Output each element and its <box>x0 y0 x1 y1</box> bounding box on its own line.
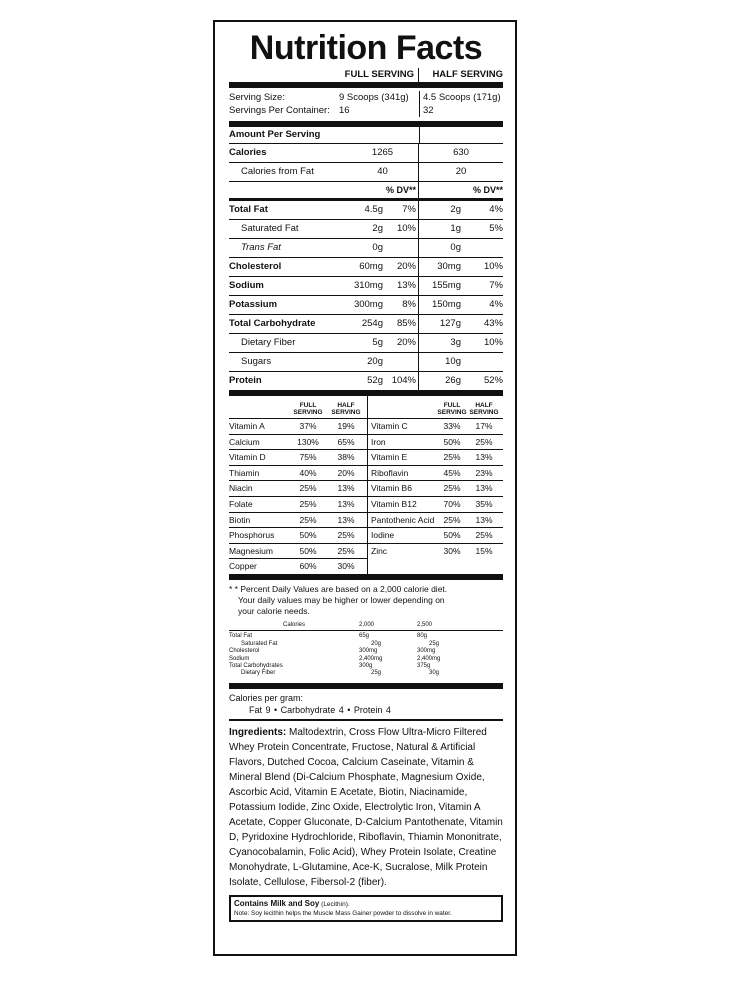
vitamin-row <box>368 512 503 528</box>
vitamin-half: 15% <box>475 545 493 556</box>
allergen-box <box>229 895 503 922</box>
vitamin-row <box>368 527 503 543</box>
nutrient-name: Potassium <box>229 299 278 310</box>
nutrient-full-dv: 85% <box>383 315 419 333</box>
nutrient-full-dv: 13% <box>383 277 419 295</box>
vitamin-half: 13% <box>475 452 493 463</box>
calories-per-gram-label: Calories per gram: <box>229 692 304 703</box>
vitamin-column-right <box>368 396 503 574</box>
nutrient-half-dv: 4% <box>489 299 503 310</box>
dv-table-head-2500: 2,500 <box>417 621 433 628</box>
vitamin-full: 25% <box>299 498 317 509</box>
vitamin-full: 45% <box>443 467 461 478</box>
dv-table-row <box>229 670 503 677</box>
dv-table-name: Sodium <box>229 655 250 662</box>
allergen-suffix: (Lecithin). <box>319 900 350 908</box>
vitamin-full: 40% <box>299 467 317 478</box>
vitamin-head-full: FULL SERVING <box>293 402 323 416</box>
dv-table-name: Total Carbohydrates <box>229 662 283 669</box>
dv-table-head <box>229 622 503 631</box>
vitamin-full: 30% <box>443 545 461 556</box>
vitamin-full: 60% <box>299 561 317 572</box>
vitamin-row <box>229 418 367 434</box>
calories-full: 1265 <box>347 144 419 162</box>
ingredients-label: Ingredients: <box>229 726 287 738</box>
nutrient-name: Protein <box>229 375 262 386</box>
nutrient-name: Cholesterol <box>229 261 282 272</box>
vitamin-row <box>229 496 367 512</box>
vitamin-table <box>229 390 503 574</box>
vitamin-half: 25% <box>337 545 355 556</box>
vitamin-row <box>368 480 503 496</box>
nutrient-full-dv: 104% <box>383 372 419 390</box>
nutrient-row <box>229 276 503 295</box>
dv-table-name: Cholesterol <box>229 648 260 655</box>
amount-per-serving: Amount Per Serving <box>229 127 420 143</box>
nutrient-half: 26g <box>445 375 461 386</box>
servings-per-container-full: 16 <box>339 104 420 117</box>
vitamin-full: 50% <box>299 545 317 556</box>
nutrient-full: 52g <box>367 375 383 386</box>
dv-table-2000: 65g <box>359 633 370 640</box>
vitamin-name: Copper <box>229 561 257 572</box>
vitamin-name: Magnesium <box>229 545 273 556</box>
daily-value-table <box>229 622 503 678</box>
vitamin-row <box>368 434 503 450</box>
vitamin-half: 13% <box>337 514 355 525</box>
nutrient-half-dv: 5% <box>489 223 503 234</box>
nutrient-name: Sugars <box>241 356 272 367</box>
vitamin-row <box>229 558 367 574</box>
calories-per-gram <box>229 683 503 719</box>
vitamin-full: 75% <box>299 452 317 463</box>
nutrient-full: 300mg <box>353 299 383 310</box>
nutrient-row <box>229 333 503 352</box>
nutrient-full-dv: 20% <box>383 334 419 352</box>
dv-table-head-2000: 2,000 <box>359 621 375 628</box>
vitamin-full: 25% <box>299 483 317 494</box>
vitamin-row <box>229 465 367 481</box>
serving-size-row <box>229 91 503 104</box>
vitamin-full: 25% <box>443 452 461 463</box>
nutrient-half-dv: 10% <box>483 261 503 272</box>
serving-size-label: Serving Size: <box>229 92 285 103</box>
vitamin-half: 25% <box>475 530 493 541</box>
label-title: Nutrition Facts <box>249 29 483 67</box>
calories-from-fat-label: Calories from Fat <box>241 166 314 177</box>
nutrient-half-dv <box>461 239 503 257</box>
nutrient-full-dv: 7% <box>383 201 419 219</box>
nutrient-name: Total Fat <box>229 204 268 215</box>
vitamin-row <box>229 449 367 465</box>
vitamin-name: Thiamin <box>229 467 260 478</box>
vitamin-half: 13% <box>337 498 355 509</box>
servings-per-container-half: 32 <box>423 105 434 116</box>
vitamin-row <box>229 512 367 528</box>
nutrient-half: 127g <box>439 318 461 329</box>
nutrition-label <box>213 20 517 956</box>
nutrient-name: Total Carbohydrate <box>229 318 316 329</box>
dv-table-2000: 2,400mg <box>359 655 383 662</box>
calories-from-fat-half: 20 <box>455 166 467 177</box>
vitamin-name: Iodine <box>371 530 395 541</box>
vitamin-row <box>229 527 367 543</box>
vitamin-name: Folate <box>229 498 253 509</box>
half-serving-head: HALF SERVING <box>432 69 503 80</box>
dv-header-full: % DV** <box>229 182 419 198</box>
dv-table-2000: 20g <box>371 640 382 647</box>
vitamin-half: 17% <box>475 421 493 431</box>
nutrient-half: 10g <box>445 356 461 367</box>
nutrient-full-dv: 20% <box>383 258 419 276</box>
dv-table-2500: 375g <box>417 662 431 669</box>
footnote-line2: Your daily values may be higher or lower depending on <box>238 594 445 605</box>
servings-per-container-label: Servings Per Container: <box>229 105 330 116</box>
dv-table-name: Dietary Fiber <box>241 670 276 677</box>
vitamin-half: 20% <box>337 467 355 478</box>
nutrient-full: 310mg <box>353 280 383 291</box>
vitamin-head-right <box>368 396 503 418</box>
servings-per-container-row <box>229 104 503 117</box>
allergen-note: Note: Soy lecithin helps the Muscle Mass Gainer powder to dissolve in water. <box>234 909 452 917</box>
vitamin-head-left <box>229 396 367 418</box>
vitamin-column-left <box>229 396 368 574</box>
nutrient-full: 20g <box>367 356 383 367</box>
vitamin-full: 50% <box>443 436 461 447</box>
calories-row <box>229 143 503 162</box>
vitamin-name: Vitamin C <box>371 421 408 431</box>
nutrient-half: 1g <box>450 223 461 234</box>
vitamin-row <box>229 543 367 559</box>
vitamin-half: 25% <box>475 436 493 447</box>
vitamin-name: Calcium <box>229 436 260 447</box>
nutrient-half-dv <box>461 353 503 371</box>
nutrient-half-dv: 7% <box>489 280 503 291</box>
nutrient-row <box>229 314 503 333</box>
nutrient-row <box>229 201 503 219</box>
vitamin-name: Iron <box>371 436 386 447</box>
full-serving-head: FULL SERVING <box>229 68 419 82</box>
vitamin-half: 23% <box>475 467 493 478</box>
calories-half: 630 <box>453 147 469 158</box>
nutrient-half-dv: 43% <box>483 318 503 329</box>
nutrient-name: Saturated Fat <box>241 223 299 234</box>
nutrient-full: 0g <box>372 242 383 253</box>
vitamin-name: Phosphorus <box>229 530 275 541</box>
vitamin-full: 25% <box>443 483 461 494</box>
vitamin-full: 33% <box>443 421 461 431</box>
vitamin-full: 37% <box>299 421 317 431</box>
dv-table-name: Total Fat <box>229 633 253 640</box>
allergen-label: Contains Milk and Soy <box>234 898 320 908</box>
vitamin-full: 50% <box>443 530 461 541</box>
vitamin-full: 25% <box>443 514 461 525</box>
footnote-line3: your calorie needs. <box>238 605 310 616</box>
vitamin-half: 13% <box>337 483 355 494</box>
dv-table-2500: 30g <box>429 670 440 677</box>
vitamin-full: 25% <box>299 514 317 525</box>
dv-table-row <box>229 656 503 663</box>
vitamin-name: Pantothenic Acid <box>371 514 435 525</box>
vitamin-row <box>368 465 503 481</box>
dv-table-head-label: Calories <box>282 621 305 628</box>
ingredients-text: Maltodextrin, Cross Flow Ultra-Micro Filtered Whey Protein Concentrate, Fructose, Natural & Artificial Flavors, Dutched Cocoa, Calcium Caseinate, Vitamin & Mineral Blend (Di-Calcium Phosphate, Magnesium Oxide, Ascorbic Acid, Vitamin E Acetate, Biotin, Niacinamide, Potassium Iodide, Zinc Oxide, Electrolytic Iron, Vitamin A Acetate, Copper Gluconate, D-Calcium Pantothenate, Vitamin D, Pyridoxine Hydrochloride, Riboflavin, Thiamin Mononitrate, Cyanocobalamin, Folic Acid), Whey Protein Isolate, Creatine Monohydrate, L-Glutamine, Ace-K, Sucralose, Milk Protein Isolate, Cellulose, Fibersol-2 (fiber). <box>229 726 503 888</box>
calories-from-fat-row <box>229 162 503 181</box>
amount-per-serving-row <box>229 127 503 143</box>
nutrient-half: 30mg <box>437 261 461 272</box>
nutrient-name: Sodium <box>229 280 264 291</box>
calories-per-gram-values: Fat 9 • Carbohydrate 4 • Protein 4 <box>249 704 391 715</box>
vitamin-half: 19% <box>337 421 355 431</box>
vitamin-head-half: HALF SERVING <box>469 402 499 416</box>
nutrient-row <box>229 219 503 238</box>
nutrient-half: 0g <box>450 242 461 253</box>
nutrient-full-dv <box>383 239 419 257</box>
vitamin-name: Niacin <box>229 483 253 494</box>
nutrient-half-dv: 52% <box>483 375 503 386</box>
nutrient-row <box>229 238 503 257</box>
vitamin-row <box>368 418 503 434</box>
vitamin-row <box>229 480 367 496</box>
nutrient-full: 4.5g <box>364 204 383 215</box>
vitamin-half: 13% <box>475 514 493 525</box>
nutrient-row <box>229 295 503 314</box>
dv-table-2000: 300g <box>359 662 373 669</box>
dv-table-row <box>229 648 503 655</box>
dv-header-row <box>229 181 503 198</box>
vitamin-name: Vitamin D <box>229 452 266 463</box>
vitamin-half: 38% <box>337 452 355 463</box>
nutrient-full: 60mg <box>359 261 383 272</box>
vitamin-name: Biotin <box>229 514 251 525</box>
nutrient-half: 150mg <box>431 299 461 310</box>
ingredients <box>229 719 503 890</box>
vitamin-name: Vitamin B6 <box>371 483 412 494</box>
column-headers <box>229 68 503 88</box>
dv-table-2500: 300mg <box>417 648 436 655</box>
nutrient-full: 254g <box>361 318 383 329</box>
dv-table-2000: 300mg <box>359 648 378 655</box>
vitamin-name: Vitamin B12 <box>371 498 417 509</box>
vitamin-full: 70% <box>443 498 461 509</box>
vitamin-row <box>368 496 503 512</box>
nutrient-half: 2g <box>450 204 461 215</box>
dv-header-half: % DV** <box>472 185 503 195</box>
vitamin-name: Riboflavin <box>371 467 409 478</box>
nutrient-half: 155mg <box>431 280 461 291</box>
vitamin-name: Vitamin E <box>371 452 408 463</box>
nutrient-half-dv: 4% <box>489 204 503 215</box>
nutrient-full: 5g <box>372 337 383 348</box>
footnote <box>229 574 503 683</box>
vitamin-name: Vitamin A <box>229 421 265 431</box>
calories-label: Calories <box>229 147 267 158</box>
nutrient-name: Trans Fat <box>241 242 281 253</box>
vitamin-name: Zinc <box>371 545 388 556</box>
dv-table-2500: 2,400mg <box>417 655 441 662</box>
nutrient-half-dv: 10% <box>483 337 503 348</box>
serving-size-half: 4.5 Scoops (171g) <box>423 92 501 103</box>
vitamin-head-half: HALF SERVING <box>331 402 361 416</box>
dv-table-row <box>229 633 503 640</box>
vitamin-half: 30% <box>337 561 355 572</box>
dv-table-2500: 80g <box>417 633 428 640</box>
vitamin-half: 65% <box>337 436 355 447</box>
vitamin-half: 13% <box>475 483 493 494</box>
vitamin-head-full: FULL SERVING <box>437 402 467 416</box>
serving-size-full: 9 Scoops (341g) <box>339 91 420 104</box>
nutrient-half: 3g <box>450 337 461 348</box>
dv-table-2000: 25g <box>371 670 382 677</box>
nutrient-name: Dietary Fiber <box>241 337 296 348</box>
vitamin-full: 130% <box>297 436 319 447</box>
vitamin-row <box>368 543 503 559</box>
dv-table-name: Saturated Fat <box>241 640 278 647</box>
nutrient-row <box>229 257 503 276</box>
dv-table-2500: 25g <box>429 640 440 647</box>
dv-table-row <box>229 663 503 670</box>
vitamin-row <box>368 449 503 465</box>
vitamin-row <box>229 434 367 450</box>
footnote-line1: * * Percent Daily Values are based on a 2,000 calorie diet. <box>229 583 448 594</box>
vitamin-half: 25% <box>337 530 355 541</box>
nutrient-row <box>229 352 503 371</box>
vitamin-half: 35% <box>475 498 493 509</box>
nutrient-full-dv: 8% <box>383 296 419 314</box>
calories-from-fat-full: 40 <box>347 163 419 181</box>
nutrient-row <box>229 371 503 390</box>
nutrient-full-dv: 10% <box>383 220 419 238</box>
nutrient-table <box>229 198 503 390</box>
nutrient-full: 2g <box>372 223 383 234</box>
vitamin-full: 50% <box>299 530 317 541</box>
nutrient-full-dv <box>383 353 419 371</box>
dv-table-row <box>229 641 503 648</box>
